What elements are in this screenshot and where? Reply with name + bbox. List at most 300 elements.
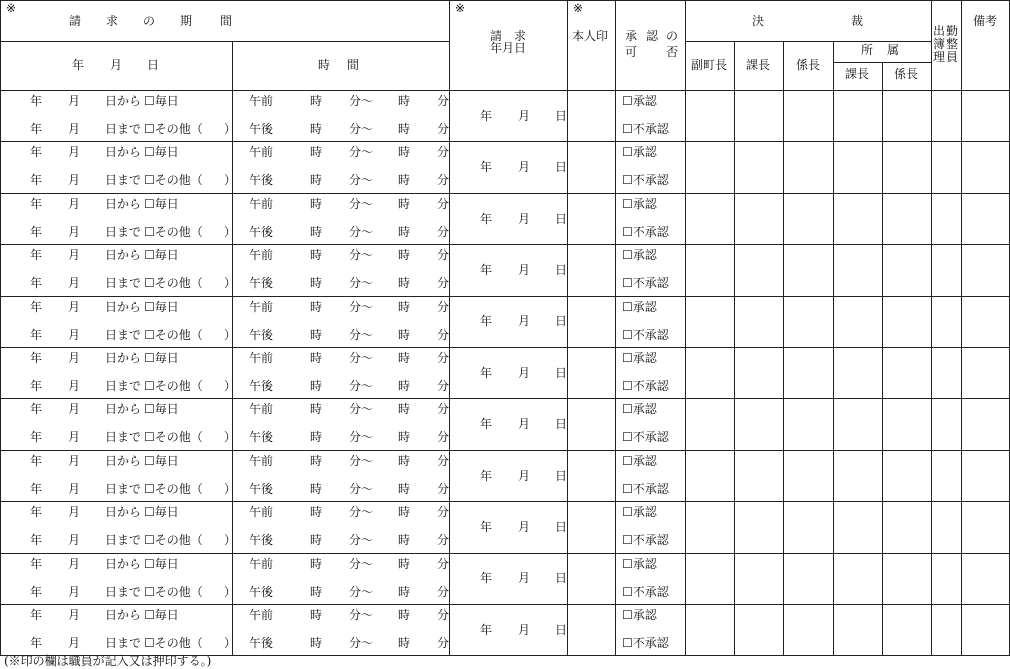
row-minute-from: 分～ [349, 584, 374, 599]
request-day: 日 [555, 571, 568, 586]
row-daily-checkbox: ☐毎日 [144, 351, 179, 365]
row-minute-from: 分～ [349, 636, 374, 650]
col-divider-request-date [449, 0, 450, 655]
row-daily-checkbox: ☐毎日 [144, 248, 179, 263]
row-month: 月 [68, 351, 81, 365]
decision-title-char: 決 [751, 14, 764, 28]
decision-title-char: 裁 [850, 14, 863, 28]
row-other-checkbox: ☐その他（ [144, 533, 203, 548]
row-month: 月 [68, 299, 81, 314]
row-close-paren: ） [224, 122, 237, 136]
row-month: 月 [68, 276, 81, 291]
row-month: 月 [68, 327, 81, 342]
row-hour: 時 [398, 224, 411, 239]
row-from: 日から [105, 248, 142, 263]
row-am: 午前 [249, 556, 274, 571]
row-minute-from: 分～ [349, 505, 374, 520]
row-month: 月 [68, 505, 81, 520]
row-minute-from: 分～ [349, 481, 374, 496]
attendance-label-col2: 勤 整 員 [945, 24, 958, 64]
disapprove-checkbox: ☐不承認 [622, 173, 669, 188]
row-hour: 時 [310, 584, 323, 599]
row-hour: 時 [310, 402, 323, 417]
row-until: 日まで [105, 173, 142, 188]
approve-checkbox: ☐承認 [622, 453, 657, 468]
request-day: 日 [555, 365, 568, 380]
disapprove-checkbox: ☐不承認 [622, 224, 669, 239]
row-minute: 分 [437, 276, 450, 291]
row-close-paren: ） [224, 430, 237, 445]
row-hour: 時 [310, 94, 323, 108]
request-year: 年 [480, 622, 493, 637]
row-hour: 時 [310, 608, 323, 622]
approve-checkbox: ☐承認 [622, 402, 657, 417]
date-header-char: 年 [71, 58, 84, 72]
col-divider-decision-sub [783, 41, 784, 655]
row-minute: 分 [437, 453, 450, 468]
row-until: 日まで [105, 533, 142, 548]
row-other-checkbox: ☐その他（ [144, 327, 203, 342]
row-pm: 午後 [249, 379, 274, 393]
row-minute: 分 [437, 196, 450, 211]
row-hour: 時 [310, 481, 323, 496]
request-day: 日 [555, 468, 568, 483]
row-hour: 時 [310, 533, 323, 548]
header-divider-decision [685, 41, 931, 42]
row-pm: 午後 [249, 481, 274, 496]
approve-checkbox: ☐承認 [622, 299, 657, 314]
row-minute-from: 分～ [349, 327, 374, 342]
col-divider-attendance [931, 0, 932, 655]
row-year: 年 [30, 299, 43, 314]
row-minute-from: 分～ [349, 224, 374, 239]
row-year: 年 [30, 196, 43, 211]
request-year: 年 [480, 365, 493, 380]
seal-mark: ※ [573, 1, 584, 15]
row-month: 月 [68, 636, 81, 650]
row-am: 午前 [249, 608, 274, 622]
row-border [0, 347, 1010, 348]
row-minute: 分 [437, 430, 450, 445]
row-am: 午前 [249, 402, 274, 417]
row-hour: 時 [398, 430, 411, 445]
disapprove-checkbox: ☐不承認 [622, 379, 669, 393]
row-am: 午前 [249, 505, 274, 520]
row-from: 日から [105, 556, 142, 571]
disapprove-checkbox: ☐不承認 [622, 122, 669, 136]
request-year: 年 [480, 211, 493, 226]
request-year: 年 [480, 519, 493, 534]
row-border [0, 90, 1010, 91]
row-minute: 分 [437, 584, 450, 599]
affiliation-section-chief-label: 課長 [844, 67, 869, 81]
row-minute: 分 [437, 248, 450, 263]
row-year: 年 [30, 402, 43, 417]
row-daily-checkbox: ☐毎日 [144, 402, 179, 417]
row-year: 年 [30, 505, 43, 520]
request-month: 月 [518, 211, 531, 226]
row-minute-from: 分～ [349, 94, 374, 108]
row-month: 月 [68, 430, 81, 445]
row-month: 月 [68, 224, 81, 239]
row-minute: 分 [437, 173, 450, 188]
row-year: 年 [30, 453, 43, 468]
request-year: 年 [480, 571, 493, 586]
row-pm: 午後 [249, 276, 274, 291]
row-other-checkbox: ☐その他（ [144, 224, 203, 239]
row-until: 日まで [105, 379, 142, 393]
row-minute: 分 [437, 145, 450, 160]
approve-checkbox: ☐承認 [622, 556, 657, 571]
row-year: 年 [30, 94, 43, 108]
request-year: 年 [480, 160, 493, 175]
row-minute: 分 [437, 379, 450, 393]
row-hour: 時 [398, 379, 411, 393]
request-month: 月 [518, 622, 531, 637]
attendance-label-col1: 出 簿 理 [932, 24, 945, 64]
remarks-label: 備考 [972, 14, 997, 28]
row-from: 日から [105, 402, 142, 417]
row-month: 月 [68, 453, 81, 468]
row-hour: 時 [398, 505, 411, 520]
request-period-title-char: 請 [68, 14, 81, 28]
row-month: 月 [68, 248, 81, 263]
col-divider-approval [615, 0, 616, 655]
row-from: 日から [105, 608, 142, 622]
row-hour: 時 [398, 276, 411, 291]
row-month: 月 [68, 481, 81, 496]
row-hour: 時 [310, 145, 323, 160]
header-divider-period [0, 41, 449, 42]
row-other-checkbox: ☐その他（ [144, 122, 203, 136]
col-divider-decision-sub [833, 41, 834, 655]
row-hour: 時 [310, 173, 323, 188]
border-left [0, 0, 1, 655]
row-hour: 時 [310, 224, 323, 239]
approve-checkbox: ☐承認 [622, 608, 657, 622]
request-date-mark: ※ [455, 1, 466, 15]
row-minute: 分 [437, 533, 450, 548]
row-hour: 時 [398, 402, 411, 417]
row-close-paren: ） [224, 224, 237, 239]
approve-checkbox: ☐承認 [622, 248, 657, 263]
row-until: 日まで [105, 430, 142, 445]
row-year: 年 [30, 636, 43, 650]
row-daily-checkbox: ☐毎日 [144, 608, 179, 622]
row-year: 年 [30, 379, 43, 393]
row-year: 年 [30, 556, 43, 571]
row-close-paren: ） [224, 173, 237, 188]
col-divider-remarks [961, 0, 962, 655]
row-other-checkbox: ☐その他（ [144, 481, 203, 496]
row-border [0, 193, 1010, 194]
row-am: 午前 [249, 299, 274, 314]
row-close-paren: ） [224, 533, 237, 548]
request-year: 年 [480, 108, 493, 123]
disapprove-checkbox: ☐不承認 [622, 533, 669, 548]
row-year: 年 [30, 351, 43, 365]
request-day: 日 [555, 519, 568, 534]
row-minute: 分 [437, 94, 450, 108]
request-month: 月 [518, 160, 531, 175]
time-header-char: 間 [346, 58, 359, 72]
affiliation-title-char: 属 [886, 43, 899, 57]
request-month: 月 [518, 262, 531, 277]
row-border [0, 450, 1010, 451]
row-border [0, 553, 1010, 554]
approval-header-char: 可 [624, 45, 637, 59]
row-until: 日まで [105, 481, 142, 496]
row-minute-from: 分～ [349, 430, 374, 445]
row-minute-from: 分～ [349, 299, 374, 314]
row-close-paren: ） [224, 327, 237, 342]
row-pm: 午後 [249, 430, 274, 445]
row-month: 月 [68, 94, 81, 108]
row-daily-checkbox: ☐毎日 [144, 505, 179, 520]
row-pm: 午後 [249, 327, 274, 342]
footer-note: (※印の欄は職員が記入又は押印する。) [4, 654, 212, 668]
col-divider-decision [685, 0, 686, 655]
row-minute-from: 分～ [349, 248, 374, 263]
row-minute-from: 分～ [349, 173, 374, 188]
row-month: 月 [68, 584, 81, 599]
row-hour: 時 [398, 173, 411, 188]
request-day: 日 [555, 417, 568, 432]
row-minute-from: 分～ [349, 276, 374, 291]
request-day: 日 [555, 622, 568, 637]
row-minute: 分 [437, 556, 450, 571]
row-until: 日まで [105, 636, 142, 650]
row-minute-from: 分～ [349, 379, 374, 393]
row-hour: 時 [310, 636, 323, 650]
row-year: 年 [30, 122, 43, 136]
request-month: 月 [518, 365, 531, 380]
request-period-mark: ※ [6, 1, 17, 15]
row-hour: 時 [310, 196, 323, 211]
request-month: 月 [518, 468, 531, 483]
row-pm: 午後 [249, 122, 274, 136]
row-border [0, 141, 1010, 142]
row-close-paren: ） [224, 584, 237, 599]
row-am: 午前 [249, 196, 274, 211]
row-border [0, 244, 1010, 245]
border-top [0, 0, 1010, 1]
row-year: 年 [30, 173, 43, 188]
row-hour: 時 [310, 505, 323, 520]
approve-checkbox: ☐承認 [622, 94, 657, 108]
row-other-checkbox: ☐その他（ [144, 276, 203, 291]
time-header-char: 時 [317, 58, 330, 72]
row-hour: 時 [310, 299, 323, 314]
row-until: 日まで [105, 224, 142, 239]
row-hour: 時 [310, 379, 323, 393]
row-border [0, 398, 1010, 399]
row-pm: 午後 [249, 173, 274, 188]
request-month: 月 [518, 108, 531, 123]
row-until: 日まで [105, 584, 142, 599]
row-minute-from: 分～ [349, 453, 374, 468]
disapprove-checkbox: ☐不承認 [622, 327, 669, 342]
request-month: 月 [518, 519, 531, 534]
disapprove-checkbox: ☐不承認 [622, 584, 669, 599]
date-header-char: 日 [146, 58, 159, 72]
row-close-paren: ） [224, 276, 237, 291]
row-month: 月 [68, 122, 81, 136]
request-month: 月 [518, 571, 531, 586]
row-am: 午前 [249, 453, 274, 468]
row-pm: 午後 [249, 224, 274, 239]
row-am: 午前 [249, 351, 274, 365]
row-hour: 時 [398, 453, 411, 468]
row-minute: 分 [437, 481, 450, 496]
request-day: 日 [555, 262, 568, 277]
row-hour: 時 [398, 94, 411, 108]
row-minute-from: 分～ [349, 533, 374, 548]
request-day: 日 [555, 314, 568, 329]
affiliation-subsection-chief-label: 係長 [893, 67, 918, 81]
row-hour: 時 [398, 608, 411, 622]
row-month: 月 [68, 533, 81, 548]
row-hour: 時 [398, 636, 411, 650]
row-from: 日から [105, 351, 142, 365]
request-period-title-char: 間 [219, 14, 232, 28]
row-year: 年 [30, 481, 43, 496]
affiliation-title-char: 所 [860, 43, 873, 57]
col-divider-affiliation-sub [882, 62, 883, 655]
row-from: 日から [105, 145, 142, 160]
row-hour: 時 [398, 533, 411, 548]
row-minute-from: 分～ [349, 122, 374, 136]
date-header-char: 月 [109, 58, 122, 72]
row-daily-checkbox: ☐毎日 [144, 556, 179, 571]
row-hour: 時 [398, 584, 411, 599]
subsection-chief-label: 係長 [795, 58, 820, 72]
row-month: 月 [68, 145, 81, 160]
row-hour: 時 [398, 481, 411, 496]
approval-header-char: 認 [645, 29, 658, 43]
request-day: 日 [555, 160, 568, 175]
col-divider-seal [567, 0, 568, 655]
row-pm: 午後 [249, 533, 274, 548]
approve-checkbox: ☐承認 [622, 505, 657, 520]
approve-checkbox: ☐承認 [622, 351, 657, 365]
approve-checkbox: ☐承認 [622, 196, 657, 211]
request-period-title-char: 期 [179, 14, 192, 28]
request-date-label-2: 年月日 [489, 41, 526, 55]
row-year: 年 [30, 145, 43, 160]
request-year: 年 [480, 468, 493, 483]
row-month: 月 [68, 556, 81, 571]
row-hour: 時 [310, 453, 323, 468]
row-pm: 午後 [249, 584, 274, 599]
disapprove-checkbox: ☐不承認 [622, 276, 669, 291]
row-minute: 分 [437, 608, 450, 622]
row-hour: 時 [398, 351, 411, 365]
row-close-paren: ） [224, 636, 237, 650]
row-hour: 時 [398, 299, 411, 314]
row-minute: 分 [437, 327, 450, 342]
row-month: 月 [68, 402, 81, 417]
row-border [0, 296, 1010, 297]
request-day: 日 [555, 211, 568, 226]
row-from: 日から [105, 196, 142, 211]
row-am: 午前 [249, 145, 274, 160]
deputy-mayor-label: 副町長 [690, 58, 727, 72]
row-hour: 時 [310, 122, 323, 136]
row-until: 日まで [105, 276, 142, 291]
row-year: 年 [30, 248, 43, 263]
approve-checkbox: ☐承認 [622, 145, 657, 160]
row-hour: 時 [398, 145, 411, 160]
row-minute-from: 分～ [349, 608, 374, 622]
row-year: 年 [30, 224, 43, 239]
row-month: 月 [68, 608, 81, 622]
row-close-paren: ） [224, 481, 237, 496]
row-hour: 時 [310, 276, 323, 291]
row-month: 月 [68, 196, 81, 211]
approval-header-char: の [665, 29, 678, 43]
row-minute: 分 [437, 636, 450, 650]
row-from: 日から [105, 505, 142, 520]
row-minute-from: 分～ [349, 145, 374, 160]
row-daily-checkbox: ☐毎日 [144, 145, 179, 160]
disapprove-checkbox: ☐不承認 [622, 481, 669, 496]
request-year: 年 [480, 417, 493, 432]
request-day: 日 [555, 108, 568, 123]
row-other-checkbox: ☐その他（ [144, 636, 203, 650]
row-until: 日まで [105, 327, 142, 342]
disapprove-checkbox: ☐不承認 [622, 636, 669, 650]
row-minute: 分 [437, 299, 450, 314]
row-month: 月 [68, 379, 81, 393]
row-hour: 時 [398, 327, 411, 342]
row-border [0, 604, 1010, 605]
section-chief-label: 課長 [745, 58, 770, 72]
row-daily-checkbox: ☐毎日 [144, 299, 179, 314]
row-pm: 午後 [249, 636, 274, 650]
row-other-checkbox: ☐その他（ [144, 173, 203, 188]
row-minute-from: 分～ [349, 556, 374, 571]
request-month: 月 [518, 314, 531, 329]
row-daily-checkbox: ☐毎日 [144, 196, 179, 211]
row-minute-from: 分～ [349, 351, 374, 365]
row-other-checkbox: ☐その他（ [144, 430, 203, 445]
row-am: 午前 [249, 94, 274, 108]
row-close-paren: ） [224, 379, 237, 393]
row-daily-checkbox: ☐毎日 [144, 94, 179, 108]
row-daily-checkbox: ☐毎日 [144, 453, 179, 468]
request-year: 年 [480, 262, 493, 277]
row-year: 年 [30, 430, 43, 445]
row-hour: 時 [310, 248, 323, 263]
row-minute: 分 [437, 505, 450, 520]
disapprove-checkbox: ☐不承認 [622, 430, 669, 445]
row-minute: 分 [437, 351, 450, 365]
row-from: 日から [105, 299, 142, 314]
row-am: 午前 [249, 248, 274, 263]
row-from: 日から [105, 94, 142, 108]
approval-header-char: 否 [665, 45, 678, 59]
row-hour: 時 [398, 122, 411, 136]
row-year: 年 [30, 276, 43, 291]
row-year: 年 [30, 608, 43, 622]
row-hour: 時 [398, 196, 411, 211]
row-hour: 時 [310, 430, 323, 445]
seal-label: 本人印 [571, 29, 608, 43]
request-year: 年 [480, 314, 493, 329]
row-minute-from: 分～ [349, 402, 374, 417]
row-hour: 時 [310, 556, 323, 571]
